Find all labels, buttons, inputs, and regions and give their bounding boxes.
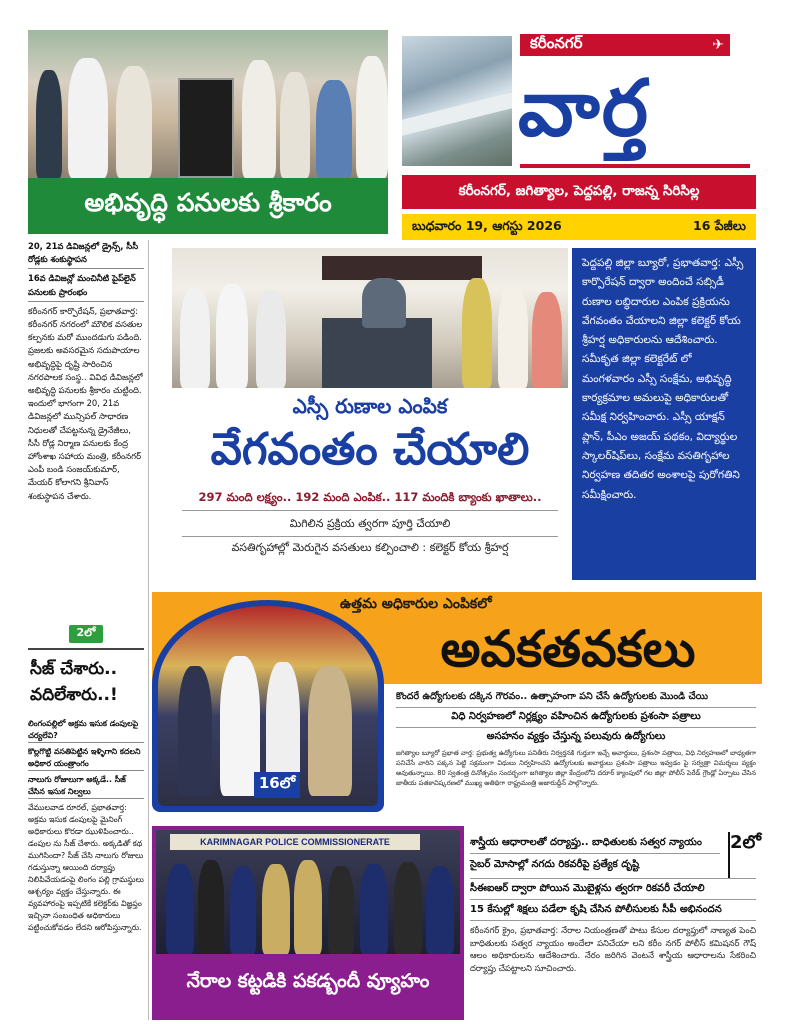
award-sub-3: అసహనం వ్యక్తం చేస్తున్న పలువురు ఉద్యోగులు (486, 731, 666, 742)
police-sub-3: సీఈఐఆర్ ద్వారా పోయిన మొబైళ్లను త్వరగా రికవరీ చేయాలి (470, 883, 705, 894)
seize-headline: సీజ్ చేశారు.. వదిలేశారు..! (30, 659, 118, 705)
review-meeting-photo (172, 248, 568, 388)
masthead-city-label: కరీంనగర్ ✈ (520, 34, 730, 56)
award-sub-1: కొందరే ఉద్యోగులకు దక్కిన గౌరవం.. ఉత్సాహంగా పని చేసే ఉద్యోగులకు మొండి చేయి (396, 691, 708, 702)
main-headline: వేగవంతం చేయాలి (210, 424, 530, 475)
main-body-box: పెద్దపల్లి జిల్లా బ్యూరో, ప్రభాతవార్త: ఎస్సీ కార్పొరేషన్ ద్వారా అందించే సబ్సిడీ రుణాల లబ్ధిదారుల ఎంపిక ప్రక్రియను వేగవంతం చేయాలని జిల్లా కలెక్టర్ కోయ శ్రీహర్ష అధికారులను ఆదేశించారు. సమీకృత జిల్లా కలెక్టరేట్ లో మంగళవారం ఎస్సీ సంక్షేమ, అభివృద్ధి కార్యక్రమాల అమలుపై అధికారులతో సమీక్ష నిర్వహించారు. ఎస్సీ యాక్షన్ ప్లాన్, పీఎం అజయ్ పథకం, విద్యార్థుల స్కాలర్‌షిప్‌లు, సంక్షేమ వసతిగృహాల నిర్వహణ తదితర అంశాలపై పురోగతిని సమీక్షించారు. (572, 248, 756, 580)
police-divider-4 (470, 920, 756, 921)
police-sub-1: శాస్త్రీయ ఆధారాలతో దర్యాప్తు.. బాధితులకు సత్వర న్యాయం (470, 837, 702, 848)
masthead-rule (520, 164, 750, 168)
page-count: 16 పేజీలు (693, 217, 746, 233)
police-ref[interactable]: 2లో (728, 832, 756, 878)
issue-date: బుధవారం 19, ఆగస్టు 2026 (412, 217, 562, 233)
left-body: కరీంనగర్ కార్పొరేషన్, ప్రభాతవార్త: కరీంనగర్ నగరంలో మౌలిక వసతుల కల్పనకు మరో ముందడుగు పడింది. ప్రజలకు అవసరమైన సదుపాయాల అభివృద్ధిపై దృష్టి సారించిన నగరపాలక సంస్థ.. వివిధ డివిజన్లలో అభివృద్ధి పనులకు శ్రీకారం చుట్టింది. ఇందులో భాగంగా 20, 21వ డివిజన్లలో మున్సిపల్ సాధారణ నిధులతో చేపట్టనున్న డ్రైనేజీలు, సీసీ రోడ్ల నిర్మాణ పనులకు కేంద్ర హోంశాఖ సహాయ మంత్రి, కరీంనగర్ ఎంపీ బండి సంజయ్‌కుమార్, మేయర్ కోలాగని శ్రీనివాస్ శంకుస్థాపన చేశారు. (28, 305, 143, 501)
left-column-story (28, 240, 144, 620)
police-sub-4: 15 కేసుల్లో శిక్షలు పడేలా కృషి చేసిన పోలీసులకు సీపీ అభినందన (470, 904, 722, 915)
main-divider-2 (182, 536, 558, 537)
dam-photo (402, 36, 512, 166)
top-left-headline: అభివృద్ధి పనులకు శ్రీకారం (28, 178, 388, 234)
seize-lead-2: కొల్లగొట్టి వసతిపెట్టిన ఇళ్ళిగాని కదలని అధికార యంత్రాంగం (28, 746, 144, 771)
left-column-rule (148, 240, 149, 1020)
main-kicker: ఎస్సీ రుణాల ఎంపిక (292, 394, 448, 418)
police-body: కరీంనగర్ క్రైం, ప్రభాతవార్త: నేరాల నియంత్రణతో పాటు కేసుల దర్యాప్తులో నాణ్యత పెంచి బాధితులకు సత్వర న్యాయం అందేలా పనిచేయా లని కరీం నగర్ పోలీస్ కమిషనర్ గౌష్ ఆలం అధికారులను ఆదేశించారు. నేరం జరిగిన వెంటనే శాస్త్రీయ ఆధారాలను సేకరించి దర్యాప్తు చేపట్టాలని సూచించారు. (470, 925, 756, 973)
award-kicker: ఉత్తమ అధికారుల ఎంపికలో (340, 596, 492, 612)
police-divider-1 (470, 853, 720, 854)
seize-lead-1: లింగంపల్లిలో అక్రమ ఇసుక డంపులపై చర్యలేవి? (28, 718, 144, 743)
main-sub-2: వసతిగృహాల్లో మెరుగైన వసతులు కల్పించాలి : కలెక్టర్ కోయ శ్రీహర్ష (231, 541, 509, 554)
left-ref-wrap (28, 622, 144, 646)
bird-icon: ✈ (712, 37, 724, 53)
inauguration-photo (28, 30, 388, 178)
police-headline: నేరాల కట్టడికి పకడ్బందీ వ్యూహం (186, 969, 430, 992)
award-sub-2: విధి నిర్వహణలో నిర్లక్ష్యం వహించిన ఉద్యోగులకు ప్రశంసా పత్రాలు (451, 711, 701, 722)
seize-body: వేములవాడ రూరల్, ప్రభాతవార్త: అక్రమ ఇసుక డంపులపై మైనింగ్ అధికారులు కొరడా ఝుళిపించారు.. డంపుల ను సీజ్ చేశారు. అక్కడితో కథ ముగిసిందా? సీజ్ చేసి నాలుగు రోజులు గడుస్తున్నా ఆయింది దర్యాప్తు నిలిపివేయడంపై లింగం పల్లి గ్రామస్థులు ఆశ్చర్యం వ్యక్తం చేస్తున్నారు. ఈ వ్యవహారంపై ఇప్పటికే కలెక్టర్‌కు విజ్ఞప్తం ఇచ్చినా సంబంధిత అధికారులు పట్టించుకోవడం లేదని ఆరోపిస్తున్నారు. (28, 803, 144, 932)
left-lead-1: 20, 21వ డివిజన్లలో డ్రైన్స్, సీసీ రోడ్లకు శంకుస్థాపన (28, 240, 144, 269)
main-stats: 297 మంది లక్ష్యం.. 192 మంది ఎంపిక.. 117 మందికి బ్యాంకు ఖాతాలు.. (198, 490, 542, 504)
award-body: జగిత్యాల బ్యూరో ప్రభాత వార్త: ప్రభుత్వ ఉద్యోగులు పనితీరు నిర్వర్తనకి గుర్తుగా ఇచ్చే అవార్డులు, ప్రశంసా పత్రాలు, విధి నిర్వహణలో బాధ్యతగా పనిచేసే వారిని పక్కన పెట్టి సక్రమంగా విధులు నిర్వహించని ఉద్యోగులకు అవార్డులు ప్రశంసా పత్రాలు ఇవ్వడం పై సర్వత్రా విమర్శలు వ్యక్తం అవుతున్నాయి. 80 స్వతంత్ర దినోత్సవం సందర్భంగా జగిత్యాల జిల్లా కేంద్రంలోని దరూర్ క్యాంపులో గల జిల్లా పోలీస్ పెరేడ్ గ్రౌండ్లో ఏర్పాటు చేసిన జాతీయ పతకావిష్కరణలో ముఖ్య అతిథిగా రాష్ట్రమంత్రి అజారుద్దీన్ పాల్గొన్నారు. (396, 749, 756, 787)
award-ref[interactable]: 16లో (254, 772, 300, 798)
seize-story (28, 718, 144, 1014)
police-sub-2: సైబర్ మోసాల్లో నగదు రికవరీపై ప్రత్యేక దృష్టి (470, 859, 640, 870)
police-frame (152, 826, 464, 1020)
award-headline: అవకతవకలు (440, 619, 696, 678)
left-ref-badge[interactable]: 2లో (69, 625, 104, 643)
police-divider-3 (470, 899, 756, 900)
main-divider-1 (182, 510, 558, 511)
seize-lead-3: నాలుగు రోజులుగా అక్కడే.. సీజ్ చేసిన ఇసుక నిల్వలు (28, 774, 144, 799)
left-divider (28, 648, 144, 650)
main-sub-1: మిగిలిన ప్రక్రియ త్వరగా పూర్తి చేయాలి (289, 517, 451, 530)
masthead-title: వార్త (518, 63, 650, 154)
police-banner-text: KARIMNAGAR POLICE COMMISSIONERATE (170, 834, 420, 850)
masthead-dateline (402, 214, 756, 240)
left-lead-2: 16వ డివిజన్లో మంచినీటి పైప్‌లైన్ పనులకు ప్రారంభం (28, 272, 144, 301)
masthead-districts: కరీంనగర్, జగిత్యాల, పెద్దపల్లి, రాజన్న సిరిసిల్ల (402, 175, 756, 209)
police-divider-2 (470, 878, 756, 879)
police-photo (156, 830, 460, 954)
